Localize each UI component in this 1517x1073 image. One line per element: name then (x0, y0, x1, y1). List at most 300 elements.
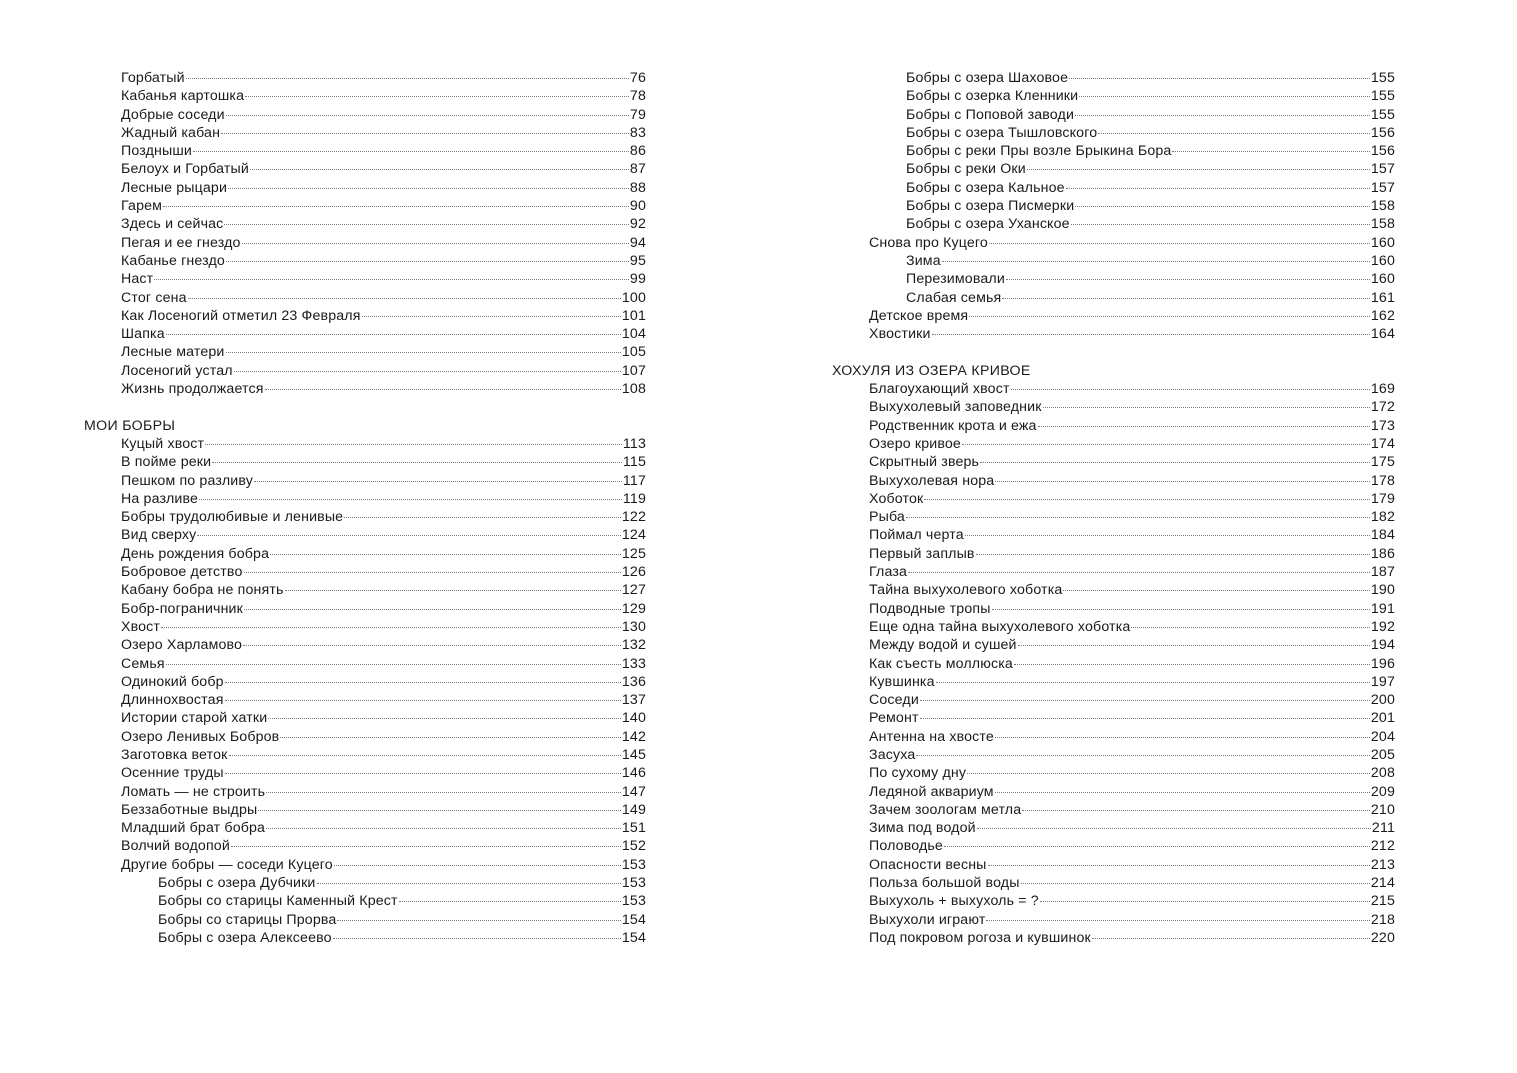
toc-entry-page-number: 156 (1370, 143, 1395, 160)
toc-entry[interactable] (84, 545, 646, 563)
toc-entry[interactable] (84, 106, 646, 124)
toc-entry[interactable] (832, 453, 1395, 471)
toc-entry-title: Подводные тропы (869, 600, 991, 617)
dot-leader (924, 499, 1369, 500)
toc-entry[interactable] (84, 655, 646, 673)
toc-entry[interactable] (84, 801, 646, 819)
toc-entry-title: Кабанье гнездо (121, 252, 225, 269)
toc-entry-page-number: 92 (629, 216, 646, 233)
dot-leader (1043, 407, 1370, 408)
toc-entry[interactable] (84, 929, 646, 947)
dot-leader (225, 700, 621, 701)
toc-entry-title: Зачем зоологам метла (869, 801, 1022, 818)
dot-leader (1006, 279, 1370, 280)
toc-entry[interactable] (832, 472, 1395, 490)
toc-entry[interactable] (832, 709, 1395, 727)
dot-leader (977, 828, 1371, 829)
toc-entry[interactable] (832, 819, 1395, 837)
dot-leader (932, 334, 1370, 335)
toc-entry[interactable] (84, 362, 646, 380)
toc-entry-page-number: 133 (621, 655, 646, 672)
toc-entry-title: Длиннохвостая (121, 692, 224, 709)
toc-entry-title: Семья (121, 655, 165, 672)
toc-entry[interactable] (84, 819, 646, 837)
dot-leader (226, 261, 629, 262)
dot-leader (1092, 938, 1370, 939)
toc-entry-title: Антенна на хвосте (869, 728, 994, 745)
toc-entry-page-number: 153 (621, 856, 646, 873)
toc-entry[interactable] (84, 746, 646, 764)
toc-entry-page-number: 88 (629, 179, 646, 196)
dot-leader (163, 206, 629, 207)
toc-entry-page-number: 104 (621, 326, 646, 343)
toc-entry[interactable] (84, 911, 646, 929)
dot-leader (244, 609, 621, 610)
toc-entry[interactable] (832, 179, 1395, 197)
toc-entry[interactable] (832, 380, 1395, 398)
toc-entry[interactable] (832, 106, 1395, 124)
toc-entry[interactable] (84, 892, 646, 910)
toc-section-list (84, 435, 646, 947)
toc-entry-title: Шапка (121, 326, 165, 343)
toc-entry[interactable] (832, 618, 1395, 636)
toc-entry-title: По сухому дну (869, 765, 967, 782)
toc-entry-title: Кабану бобра не понять (121, 582, 284, 599)
dot-leader (228, 188, 629, 189)
toc-entry[interactable] (84, 234, 646, 252)
toc-entry-title: Пешком по разливу (121, 472, 253, 489)
toc-entry[interactable] (84, 508, 646, 526)
dot-leader (266, 828, 621, 829)
dot-leader (989, 243, 1370, 244)
toc-entry[interactable] (832, 837, 1395, 855)
dot-leader (362, 316, 621, 317)
toc-entry[interactable] (832, 636, 1395, 654)
toc-entry-title: Бобры трудолюбивые и ленивые (121, 509, 344, 526)
toc-entry[interactable] (832, 691, 1395, 709)
toc-entry-page-number: 160 (1370, 271, 1395, 288)
toc-entry[interactable] (832, 929, 1395, 947)
toc-entry-page-number: 179 (1370, 490, 1395, 507)
dot-leader (1011, 389, 1370, 390)
toc-entry-page-number: 162 (1370, 307, 1395, 324)
toc-entry[interactable] (84, 69, 646, 87)
toc-entry-title: Как Лосеногий отметил 23 Февраля (121, 307, 361, 324)
toc-entry[interactable] (832, 124, 1395, 142)
toc-entry-title: Одинокий бобр (121, 673, 224, 690)
dot-leader (936, 682, 1370, 683)
toc-entry-page-number: 184 (1370, 527, 1395, 544)
toc-entry-title: Лесные матери (121, 344, 225, 361)
toc-entry[interactable] (832, 746, 1395, 764)
toc-entry[interactable] (84, 124, 646, 142)
toc-entry[interactable] (832, 874, 1395, 892)
toc-entry-page-number: 108 (621, 381, 646, 398)
dot-leader (1038, 426, 1370, 427)
toc-entry-title: Жадный кабан (121, 124, 221, 141)
toc-entry-title: Бобры с озера Писмерки (906, 198, 1075, 215)
dot-leader (231, 846, 621, 847)
toc-entry-page-number: 215 (1370, 893, 1395, 910)
toc-entry-title: Бобры с озера Шаховое (906, 70, 1069, 86)
dot-leader (334, 865, 621, 866)
toc-entry-title: Между водой и сушей (869, 637, 1017, 654)
toc-entry[interactable] (832, 655, 1395, 673)
toc-entry-page-number: 157 (1370, 161, 1395, 178)
toc-entry-title: Под покровом рогоза и кувшинок (869, 929, 1091, 946)
toc-entry[interactable] (832, 856, 1395, 874)
toc-entry-page-number: 200 (1370, 692, 1395, 709)
toc-entry[interactable] (832, 197, 1395, 215)
dot-leader (1021, 883, 1370, 884)
toc-entry[interactable] (84, 526, 646, 544)
toc-entry-title: Зима под водой (869, 820, 976, 837)
dot-leader (1040, 901, 1370, 902)
toc-entry-page-number: 178 (1370, 472, 1395, 489)
toc-entry[interactable] (84, 179, 646, 197)
toc-entry[interactable] (84, 289, 646, 307)
toc-entry-title: Бобры со старицы Прорва (158, 911, 337, 928)
toc-entry-page-number: 218 (1370, 911, 1395, 928)
toc-entry-title: Озеро кривое (869, 435, 961, 452)
toc-entry[interactable] (84, 874, 646, 892)
toc-entry-title: Пегая и ее гнездо (121, 234, 241, 251)
toc-entry-page-number: 172 (1370, 399, 1395, 416)
toc-entry-title: Как съесть моллюска (869, 655, 1013, 672)
toc-entry-title: Бобры с озера Алексеево (158, 929, 332, 946)
toc-entry[interactable] (832, 783, 1395, 801)
dot-leader (1066, 188, 1370, 189)
section-heading: МОИ БОБРЫ (84, 417, 176, 434)
dot-leader (399, 901, 621, 902)
toc-entry-title: Ломать — не строить (121, 783, 266, 800)
toc-entry[interactable] (84, 764, 646, 782)
toc-entry-page-number: 100 (621, 289, 646, 306)
dot-leader (1018, 645, 1370, 646)
toc-entry-page-number: 107 (621, 362, 646, 379)
toc-entry[interactable] (832, 417, 1395, 435)
toc-entry[interactable] (84, 636, 646, 654)
toc-entry-title: Перезимовали (906, 271, 1005, 288)
toc-entry[interactable] (84, 490, 646, 508)
toc-entry-title: Кабанья картошка (121, 88, 245, 105)
dot-leader (280, 737, 621, 738)
dot-leader (1172, 151, 1369, 152)
toc-entry-title: Бобровое детство (121, 564, 243, 581)
toc-right-page (832, 69, 1395, 947)
toc-entry[interactable] (832, 142, 1395, 160)
toc-entry-title: Хоботок (869, 490, 924, 507)
toc-entry-title: Выхухоль + выхухоль = ? (869, 893, 1039, 910)
toc-entry[interactable] (84, 87, 646, 105)
toc-entry[interactable] (832, 563, 1395, 581)
dot-leader (920, 718, 1370, 719)
dot-leader (197, 535, 620, 536)
toc-entry-title: Бобры с озерка Кленники (906, 88, 1079, 105)
toc-entry-title: Волчий водопой (121, 838, 230, 855)
toc-entry-title: Бобры с реки Пры возле Брыкина Бора (906, 143, 1172, 160)
toc-entry-title: Выхухоли играют (869, 911, 986, 928)
toc-entry-title: Хвост (121, 618, 161, 635)
toc-entry[interactable] (832, 69, 1395, 87)
toc-entry[interactable] (84, 728, 646, 746)
toc-entry-title: Бобры с реки Оки (906, 161, 1026, 178)
toc-entry-page-number: 154 (621, 911, 646, 928)
toc-entry[interactable] (832, 87, 1395, 105)
toc-entry-title: Глаза (869, 564, 908, 581)
dot-leader (166, 664, 621, 665)
toc-entry-page-number: 212 (1370, 838, 1395, 855)
toc-entry-page-number: 126 (621, 564, 646, 581)
dot-leader (254, 481, 622, 482)
toc-entry[interactable] (832, 892, 1395, 910)
toc-entry-page-number: 182 (1370, 509, 1395, 526)
toc-continued-list (832, 69, 1395, 343)
dot-leader (967, 773, 1370, 774)
toc-entry-page-number: 101 (621, 307, 646, 324)
toc-entry[interactable] (84, 270, 646, 288)
toc-entry-page-number: 115 (622, 454, 646, 471)
toc-entry[interactable] (832, 526, 1395, 544)
toc-entry-title: Снова про Куцего (869, 234, 988, 251)
dot-leader (944, 846, 1370, 847)
toc-entry[interactable] (832, 508, 1395, 526)
toc-entry[interactable] (832, 801, 1395, 819)
toc-entry[interactable] (84, 581, 646, 599)
toc-entry-page-number: 187 (1370, 564, 1395, 581)
toc-entry-page-number: 140 (621, 710, 646, 727)
toc-entry-page-number: 211 (1371, 820, 1395, 837)
toc-entry-title: Добрые соседи (121, 106, 225, 123)
dot-leader (962, 444, 1370, 445)
toc-entry[interactable] (832, 234, 1395, 252)
dot-leader (166, 334, 621, 335)
toc-entry-title: Младший брат бобра (121, 820, 266, 837)
toc-entry[interactable] (832, 398, 1395, 416)
toc-entry[interactable] (832, 728, 1395, 746)
toc-entry[interactable] (84, 252, 646, 270)
toc-entry-title: Вид сверху (121, 527, 197, 544)
toc-entry[interactable] (84, 325, 646, 343)
toc-entry-title: Ледяной аквариум (869, 783, 994, 800)
section-gap (84, 398, 646, 416)
toc-entry-page-number: 169 (1370, 381, 1395, 398)
toc-entry[interactable] (84, 856, 646, 874)
toc-entry-page-number: 83 (629, 124, 646, 141)
toc-entry-page-number: 186 (1370, 545, 1395, 562)
toc-entry[interactable] (84, 160, 646, 178)
toc-entry[interactable] (832, 490, 1395, 508)
toc-entry-page-number: 79 (629, 106, 646, 123)
toc-entry-title: Еще одна тайна выхухолевого хоботка (869, 618, 1131, 635)
dot-leader (333, 938, 621, 939)
toc-entry[interactable] (84, 563, 646, 581)
toc-entry-title: День рождения бобра (121, 545, 270, 562)
toc-entry-title: Бобры с озера Уханское (906, 216, 1070, 233)
toc-entry-title: Кувшинка (869, 673, 935, 690)
toc-entry[interactable] (832, 581, 1395, 599)
toc-entry[interactable] (832, 270, 1395, 288)
toc-entry-page-number: 160 (1370, 252, 1395, 269)
toc-entry-page-number: 173 (1370, 417, 1395, 434)
toc-entry[interactable] (832, 289, 1395, 307)
toc-entry-page-number: 152 (621, 838, 646, 855)
toc-entry-title: Благоухающий хвост (869, 381, 1010, 398)
dot-leader (992, 609, 1370, 610)
dot-leader (1002, 298, 1370, 299)
dot-leader (1063, 590, 1369, 591)
toc-entry-page-number: 99 (629, 271, 646, 288)
toc-entry[interactable] (84, 435, 646, 453)
toc-entry[interactable] (84, 709, 646, 727)
dot-leader (225, 773, 621, 774)
toc-entry-page-number: 124 (621, 527, 646, 544)
dot-leader (285, 590, 621, 591)
toc-entry-title: Бобры с озера Тышловского (906, 124, 1098, 141)
toc-left-page (84, 69, 646, 947)
toc-entry-page-number: 153 (621, 893, 646, 910)
toc-entry-page-number: 194 (1370, 637, 1395, 654)
dot-leader (906, 517, 1370, 518)
toc-entry[interactable] (832, 600, 1395, 618)
toc-entry-page-number: 113 (622, 435, 646, 452)
toc-entry-title: Здесь и сейчас (121, 216, 224, 233)
toc-entry-page-number: 156 (1370, 124, 1395, 141)
toc-entry-page-number: 210 (1370, 801, 1395, 818)
dot-leader (1079, 96, 1370, 97)
toc-entry-title: Бобры с озера Дубчики (158, 875, 316, 892)
dot-leader (1022, 810, 1370, 811)
toc-entry-title: Первый заплыв (869, 545, 975, 562)
toc-entry[interactable] (84, 618, 646, 636)
toc-entry-title: Истории старой хатки (121, 710, 268, 727)
dot-leader (258, 810, 621, 811)
toc-entry[interactable] (832, 307, 1395, 325)
toc-entry-page-number: 191 (1370, 600, 1395, 617)
dot-leader (317, 883, 621, 884)
dot-leader (205, 444, 622, 445)
toc-entry-page-number: 155 (1370, 70, 1395, 86)
dot-leader (965, 535, 1370, 536)
toc-entry[interactable] (84, 600, 646, 618)
toc-entry[interactable] (84, 343, 646, 361)
toc-entry-title: Родственник крота и ежа (869, 417, 1037, 434)
toc-entry-page-number: 214 (1370, 875, 1395, 892)
toc-entry-title: Хвостики (869, 326, 931, 343)
toc-entry[interactable] (832, 435, 1395, 453)
toc-entry-page-number: 129 (621, 600, 646, 617)
toc-entry[interactable] (832, 673, 1395, 691)
toc-entry-title: Бобры с озера Кальное (906, 179, 1065, 196)
dot-leader (995, 481, 1370, 482)
dot-leader (245, 96, 629, 97)
toc-entry-page-number: 137 (621, 692, 646, 709)
dot-leader (1075, 206, 1370, 207)
toc-entry[interactable] (84, 380, 646, 398)
dot-leader (969, 316, 1370, 317)
toc-entry-title: Беззаботные выдры (121, 801, 258, 818)
toc-entry-title: Бобры со старицы Каменный Крест (158, 893, 398, 910)
toc-entry[interactable] (84, 453, 646, 471)
toc-entry[interactable] (832, 545, 1395, 563)
dot-leader (270, 554, 621, 555)
toc-entry[interactable] (84, 837, 646, 855)
toc-entry[interactable] (84, 197, 646, 215)
toc-entry[interactable] (832, 252, 1395, 270)
toc-entry[interactable] (832, 325, 1395, 343)
toc-entry-page-number: 157 (1370, 179, 1395, 196)
toc-section-list (832, 380, 1395, 947)
toc-entry[interactable] (84, 307, 646, 325)
dot-leader (188, 298, 621, 299)
toc-entry-page-number: 204 (1370, 728, 1395, 745)
toc-entry-title: Наст (121, 271, 154, 288)
toc-entry-page-number: 78 (629, 88, 646, 105)
toc-entry-page-number: 220 (1370, 929, 1395, 946)
toc-entry[interactable] (84, 142, 646, 160)
toc-entry-title: Стог сена (121, 289, 187, 306)
dot-leader (225, 682, 621, 683)
toc-entry[interactable] (832, 215, 1395, 233)
toc-entry[interactable] (84, 783, 646, 801)
dot-leader (344, 517, 621, 518)
dot-leader (224, 224, 628, 225)
toc-entry-title: Жизнь продолжается (121, 381, 264, 398)
toc-entry-page-number: 130 (621, 618, 646, 635)
toc-entry-page-number: 205 (1370, 746, 1395, 763)
dot-leader (221, 133, 629, 134)
toc-entry[interactable] (832, 764, 1395, 782)
toc-entry-page-number: 161 (1370, 289, 1395, 306)
dot-leader (226, 115, 629, 116)
toc-entry-title: Ремонт (869, 710, 919, 727)
toc-entry-page-number: 122 (621, 509, 646, 526)
dot-leader (242, 243, 629, 244)
toc-entry-page-number: 127 (621, 582, 646, 599)
dot-leader (980, 462, 1370, 463)
toc-entry[interactable] (84, 215, 646, 233)
section-gap (832, 343, 1395, 361)
dot-leader (243, 645, 621, 646)
toc-continued-list (84, 69, 646, 398)
toc-entry-title: В пойме реки (121, 454, 212, 471)
toc-entry-page-number: 155 (1370, 88, 1395, 105)
dot-leader (186, 78, 629, 79)
toc-entry-title: Рыба (869, 509, 905, 526)
dot-leader (986, 920, 1369, 921)
toc-entry-page-number: 201 (1370, 710, 1395, 727)
toc-entry[interactable] (832, 911, 1395, 929)
toc-entry-page-number: 155 (1370, 106, 1395, 123)
toc-entry-page-number: 142 (621, 728, 646, 745)
toc-entry[interactable] (84, 673, 646, 691)
toc-entry-page-number: 209 (1370, 783, 1395, 800)
dot-leader (976, 554, 1370, 555)
dot-leader (193, 151, 629, 152)
dot-leader (988, 865, 1370, 866)
toc-entry[interactable] (84, 472, 646, 490)
toc-entry-title: Польза большой воды (869, 875, 1020, 892)
toc-entry-page-number: 95 (629, 252, 646, 269)
toc-entry-title: Горбатый (121, 70, 185, 86)
toc-entry-page-number: 136 (621, 673, 646, 690)
toc-entry-page-number: 119 (622, 490, 646, 507)
toc-entry-page-number: 90 (629, 198, 646, 215)
toc-entry[interactable] (84, 691, 646, 709)
toc-entry-title: Тайна выхухолевого хоботка (869, 582, 1063, 599)
toc-entry-title: Осенние труды (121, 765, 224, 782)
toc-entry[interactable] (832, 160, 1395, 178)
